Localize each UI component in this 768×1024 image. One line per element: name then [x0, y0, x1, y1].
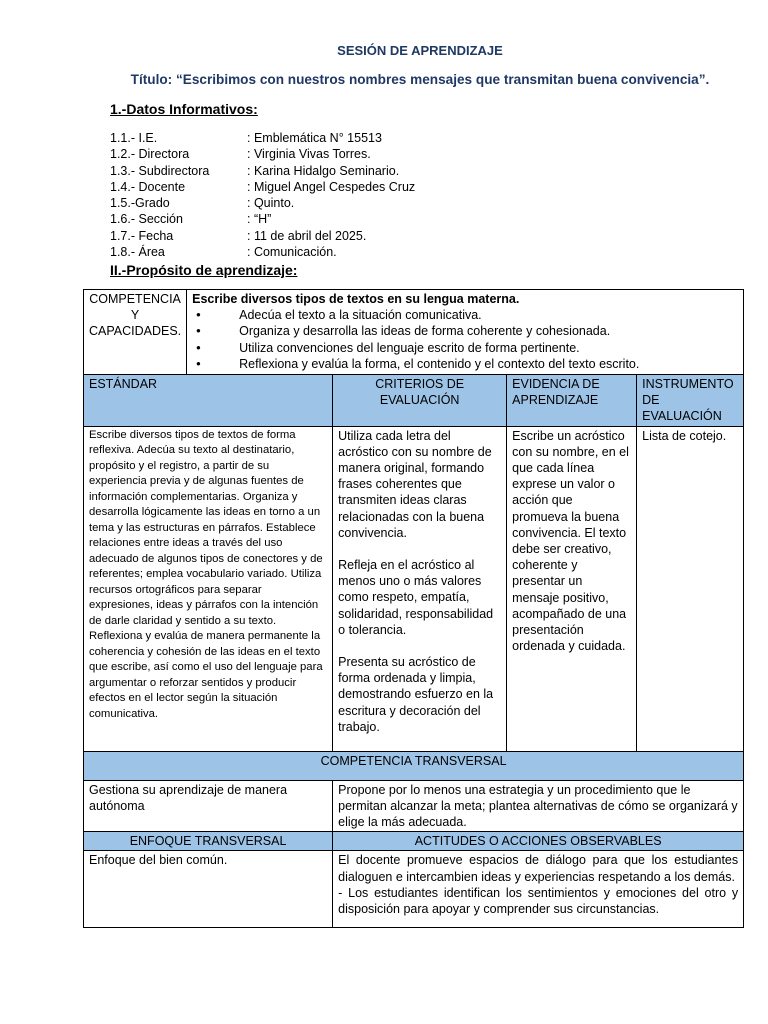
info-value: : 11 de abril del 2025. — [247, 228, 367, 243]
actitud-line: El docente promueve espacios de diálogo para que los estudiantes dialoguen e intercambien ideas y experiencias respetando a los demás. — [338, 853, 739, 884]
info-value: : Miguel Angel Cespedes Cruz — [247, 179, 416, 194]
criterios-header: CRITERIOS DE EVALUACIÓN — [333, 375, 507, 427]
enfoque-header: ENFOQUE TRANSVERSAL — [84, 832, 333, 851]
table-row — [84, 780, 744, 832]
actitud-line: - Los estudiantes identifican los sentimientos y emociones del otro y disposición para apoyar y comprender sus circunstancias. — [338, 885, 739, 917]
info-value: : Emblemática N° 15513 — [247, 131, 382, 145]
info-row — [110, 130, 415, 146]
info-key: 1.8.- Área — [110, 245, 165, 260]
spacer — [338, 638, 501, 654]
actitudes-cell — [333, 851, 744, 928]
info-row — [110, 163, 415, 179]
info-key: 1.1.- I.E. — [110, 131, 158, 145]
info-row — [110, 146, 415, 162]
learning-purpose-table — [83, 289, 744, 928]
document-title: SESIÓN DE APRENDIZAJE — [337, 43, 503, 58]
competencia-title: Escribe diversos tipos de textos en su lengua materna. — [192, 292, 520, 306]
table-header-row — [84, 375, 744, 427]
info-row — [110, 179, 415, 195]
table-row — [84, 426, 744, 751]
list-item: • Reflexiona y evalúa la forma, el contenido y el contexto del texto escrito. — [192, 356, 738, 372]
section-1-heading: 1.-Datos Informativos: — [110, 101, 258, 117]
info-key: 1.4.- Docente — [110, 179, 186, 194]
info-key: 1.7.- Fecha — [110, 228, 174, 243]
estandar-header: ESTÁNDAR — [84, 375, 333, 427]
table-header-row — [84, 751, 744, 780]
info-row — [110, 244, 415, 260]
session-title: Título: “Escribimos con nuestros nombres mensajes que transmitan buena convivencia”. — [130, 72, 710, 87]
section-2-heading: II.-Propósito de aprendizaje: — [110, 262, 298, 278]
estandar-cell: Escribe diversos tipos de textos de forma reflexiva. Adecúa su texto al destinatario, propósito y el registro, a partir de su experiencia previa y de algunas fuentes de información complementarias. Organiza y desarrolla lógicamente las ideas en torno a un tema y las estructuras en párrafos. Establece relaciones entre ideas a través del uso adecuado de algunos tipos de conectores y de referentes; emplea vocabulario variado. Utiliza recursos ortográficos para separar expresiones, ideas y párrafos con la intención de darle claridad y sentido a su texto. Reflexiona y evalúa de manera permanente la coherencia y cohesión de las ideas en el texto que escribe, así como el uso del lenguaje para argumentar o reforzar sentidos y producir efectos en el lector según la situación comunicativa. — [84, 426, 333, 751]
info-key: 1.5.-Grado — [110, 196, 170, 211]
table-header-row — [84, 832, 744, 851]
spacer — [338, 541, 501, 557]
transversal-left-cell: Gestiona su aprendizaje de manera autónoma — [84, 780, 333, 832]
info-value: : “H” — [247, 212, 272, 227]
criterios-cell — [333, 426, 507, 751]
criterio-item: Refleja en el acróstico al menos uno o más valores como respeto, empatía, solidaridad, responsabilidad o tolerancia. — [338, 558, 494, 637]
list-item: • Organiza y desarrolla las ideas de forma coherente y cohesionada. — [192, 323, 738, 339]
info-value: : Comunicación. — [247, 245, 337, 260]
criterio-item: Utiliza cada letra del acróstico con su nombre de manera original, formando frases coherentes que transmiten ideas claras relacionadas con la buena convivencia. — [338, 428, 492, 540]
info-value: : Karina Hidalgo Seminario. — [247, 163, 400, 178]
table-row — [84, 851, 744, 928]
info-value: : Quinto. — [247, 196, 295, 211]
criterio-item: Presenta su acróstico de forma ordenada y limpia, demostrando esfuerzo en la escritura y decoración del trabajo. — [338, 655, 494, 734]
info-row — [110, 228, 415, 244]
informative-data-list — [110, 130, 415, 260]
enfoque-cell: Enfoque del bien común. — [84, 851, 333, 928]
competencia-transversal-header: COMPETENCIA TRANSVERSAL — [84, 751, 744, 780]
competencia-cell — [187, 290, 744, 375]
capacidades-list — [192, 307, 738, 372]
info-row — [110, 211, 415, 227]
info-key: 1.2.- Directora — [110, 147, 190, 162]
list-item: • Utiliza convenciones del lenguaje escrito de forma pertinente. — [192, 340, 738, 356]
evidencia-header: EVIDENCIA DE APRENDIZAJE — [507, 375, 637, 427]
evidencia-cell: Escribe un acróstico con su nombre, en el que cada línea exprese un valor o acción que promueva la buena convivencia. El texto debe ser creativo, coherente y presentar un mensaje positivo, acompañado de una presentación ordenada y cuidada. — [507, 426, 637, 751]
list-item: • Adecúa el texto a la situación comunicativa. — [192, 307, 738, 323]
competencia-label: COMPETENCIA Y CAPACIDADES. — [89, 292, 182, 339]
info-key: 1.3.- Subdirectora — [110, 163, 210, 178]
info-value: : Virginia Vivas Torres. — [247, 147, 371, 162]
info-key: 1.6.- Sección — [110, 212, 183, 227]
instrumento-header: INSTRUMENTO DE EVALUACIÓN — [637, 375, 744, 427]
actitudes-header: ACTITUDES O ACCIONES OBSERVABLES — [333, 832, 744, 851]
info-row — [110, 195, 415, 211]
instrumento-cell: Lista de cotejo. — [637, 426, 744, 751]
competencia-label-cell — [84, 290, 187, 375]
table-row — [84, 290, 744, 375]
transversal-right-cell: Propone por lo menos una estrategia y un procedimiento que le permitan alcanzar la meta; plantea alternativas de cómo se organizará y elige la más adecuada. — [333, 780, 744, 832]
